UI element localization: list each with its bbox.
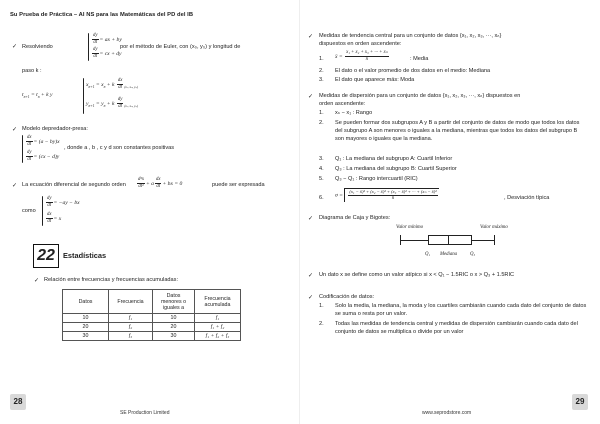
table-cell: 30	[153, 332, 195, 341]
coding-title: Codificación de datos:	[319, 294, 375, 300]
euler-dx-dt: $\frac{dy}{dt}$ = cx + dy	[93, 47, 122, 59]
max-whisker-cap	[494, 235, 495, 245]
table-cell: 20	[63, 323, 109, 332]
central-tendency-subtitle: dispuestos en orden ascendente:	[319, 41, 402, 47]
second-order-eq1: $\frac{dy}{dt}$ = −ay − bx	[47, 196, 80, 208]
list-number: 3.	[319, 77, 324, 83]
boxplot-q3-label: Q₃	[470, 252, 476, 257]
check-icon: ✓	[34, 278, 40, 284]
q1-text: Q₁ : La mediana del subgrupo A: Cuartil Inferior	[335, 156, 453, 162]
q3-text: Q₃ : La mediana del subgrupo B: Cuartil Superior	[335, 166, 457, 172]
iqr-text: Q₃ − Q₁ : Rango intercuartil (RIC)	[335, 176, 418, 182]
left-whisker	[400, 240, 428, 241]
list-number: 1.	[319, 303, 324, 309]
section-number-badge: 22	[33, 244, 59, 268]
check-icon: ✓	[308, 94, 314, 100]
check-icon: ✓	[308, 295, 314, 301]
page-number: 28	[10, 394, 26, 410]
predator-prey-title: Modelo depredador-presa:	[22, 126, 88, 132]
coding-item-1: Solo la media, la mediana, la moda y los cuartiles cambiarán cuando cada dato del conjunto de datos se suma o resta por un valor.	[335, 303, 587, 317]
list-number: 6.	[319, 195, 324, 201]
table-cell: f₃	[109, 332, 153, 341]
boxplot-max-label: Valor máximo	[480, 225, 508, 230]
table-header: Datos	[63, 290, 109, 314]
mean-label: : Media	[410, 56, 429, 62]
predator-eq2: $\frac{dy}{dt}$ = (cx − d)y	[27, 150, 60, 162]
box	[428, 235, 472, 245]
subgroup-text: Se pueden formar dos subgrupos A y B a partir del conjunto de datos de modo que todos los datos del subgrupo A son menores o iguales a la mediana, mientras que todos los datos del subgrupo B son mayores o iguales que la mediana.	[335, 120, 580, 142]
predator-prey-brace	[22, 135, 23, 163]
table-cell: 30	[63, 332, 109, 341]
euler-xn-update: $x_{n+1} = x_n + k$ $\frac{dx}{dt}$ $_{(t_n, x_n, y_n)}$	[86, 78, 139, 90]
right-whisker	[472, 240, 494, 241]
como-label: como	[22, 208, 36, 214]
median-line	[448, 235, 449, 245]
check-icon: ✓	[308, 216, 314, 222]
list-number: 1.	[319, 56, 324, 62]
boxplot-median-label: Mediana	[440, 252, 458, 257]
list-number: 2.	[319, 120, 324, 126]
std-dev-formula: σ = $\frac{\text{(x₁ − x̄)² + (x₂ − x̄)² + (x₃ − x̄)² + ··· + (xₙ − x̄)²}}{n}$	[335, 189, 437, 201]
check-icon: ✓	[12, 44, 18, 50]
boxplot-title: Diagrama de Caja y Bigotes:	[319, 215, 391, 221]
check-icon: ✓	[308, 273, 314, 279]
list-number: 2.	[319, 68, 324, 74]
table-row	[63, 332, 241, 341]
euler-method-text: por el método de Euler, con (x₀, y₀) y longitud de	[120, 44, 241, 50]
table-header-row	[63, 290, 241, 314]
coding-item-2: Todas las medidas de tendencia central y medidas de dispersión cambiarán cuando cada dato del conjunto de datos se multiplica o divide por un valor	[335, 321, 578, 335]
table-header: Datos menores o iguales a	[153, 290, 195, 314]
list-number: 1.	[319, 110, 324, 116]
boxplot-q1-label: Q₁	[425, 252, 431, 257]
page-header-title: Su Prueba de Práctica – AI NS para las Matemáticas del PD del IB	[10, 12, 194, 18]
list-number: 5.	[319, 176, 324, 182]
mode-text: El dato que aparece más: Moda	[335, 77, 415, 83]
table-header: Frecuencia	[109, 290, 153, 314]
list-number: 4.	[319, 166, 324, 172]
page-number: 29	[572, 394, 588, 410]
predator-eq1: $\frac{dx}{dt}$ = (a − by)x	[27, 135, 60, 147]
table-row	[63, 314, 241, 323]
resolviendo-label: Resolviendo	[22, 44, 53, 50]
footer-url: www.seprodstore.com	[422, 410, 472, 416]
second-order-equation: $\frac{\text{d²x}}{\text{dt²}}$ + a $\frac{dx}{dt}$ + bx = 0	[138, 177, 183, 189]
euler-tn-update: $t_{n+1} = t_n + k$ y	[22, 92, 53, 100]
relation-text: Relación entre frecuencias y frecuencias acumuladas:	[44, 277, 179, 283]
boxplot-min-label: Valor mínimo	[396, 225, 424, 230]
central-tendency-title: Medidas de tendencia central para un conjunto de datos {x₁, x₂, x₃, ···, xₙ}	[319, 33, 502, 39]
table-cell: 10	[63, 314, 109, 323]
footer-text: SE Production Limited	[120, 410, 170, 416]
euler-update-brace	[83, 78, 84, 114]
section-title: Estadísticas	[63, 251, 107, 260]
dispersion-title: Medidas de dispersión para un conjunto de datos {x₁, x₂, x₃, ···, xₙ} dispuestos en	[319, 93, 521, 99]
table-cell: 10	[153, 314, 195, 323]
second-order-eq2: $\frac{dx}{dt}$ = x	[47, 212, 62, 224]
table-header: Frecuencia acumulada	[195, 290, 241, 314]
second-order-tail: puede ser expresada	[212, 182, 265, 188]
frequency-table	[62, 289, 241, 341]
table-cell: f₁	[109, 314, 153, 323]
second-order-brace	[42, 196, 43, 226]
check-icon: ✓	[308, 34, 314, 40]
table-cell: 20	[153, 323, 195, 332]
table-cell: f₁ + f₂	[195, 323, 241, 332]
table-row	[63, 323, 241, 332]
list-number: 3.	[319, 156, 324, 162]
mean-formula: x̄ = $\frac{\text{x₁ + x₂ + x₃ + ··· + xₙ}}{n}$	[335, 50, 388, 62]
box-and-whisker-plot	[400, 231, 495, 251]
check-icon: ✓	[12, 183, 18, 189]
outlier-text: Un dato x se define como un valor atípico si x < Q₁ − 1.5RIC o x > Q₃ + 1.5RIC	[319, 272, 515, 278]
euler-system-brace	[88, 33, 89, 61]
euler-yn-update: $y_{n+1} = y_n + k$ $\frac{dy}{dt}$ $_{(t_n, x_n, y_n)}$	[86, 97, 139, 109]
std-dev-label: , Desviación típica	[504, 195, 550, 201]
euler-dy-dt: $\frac{dy}{dt}$ = ax + by	[93, 33, 122, 45]
list-number: 2.	[319, 321, 324, 327]
median-text: El dato o el valor promedio de dos datos en el medio: Mediana	[335, 68, 491, 74]
dispersion-subtitle: orden ascendente:	[319, 101, 366, 107]
range-text: xₙ − x₁ : Rango	[335, 110, 373, 116]
table-cell: f₁ + f₂ + f₃	[195, 332, 241, 341]
second-order-text: La ecuación diferencial de segundo orden	[22, 182, 126, 188]
paso-label: paso k :	[22, 68, 42, 74]
right-page	[300, 0, 600, 424]
table-cell: f₁	[195, 314, 241, 323]
check-icon: ✓	[12, 127, 18, 133]
table-cell: f₂	[109, 323, 153, 332]
predator-note: , donde a , b , c y d son constantes positivas	[64, 145, 175, 151]
